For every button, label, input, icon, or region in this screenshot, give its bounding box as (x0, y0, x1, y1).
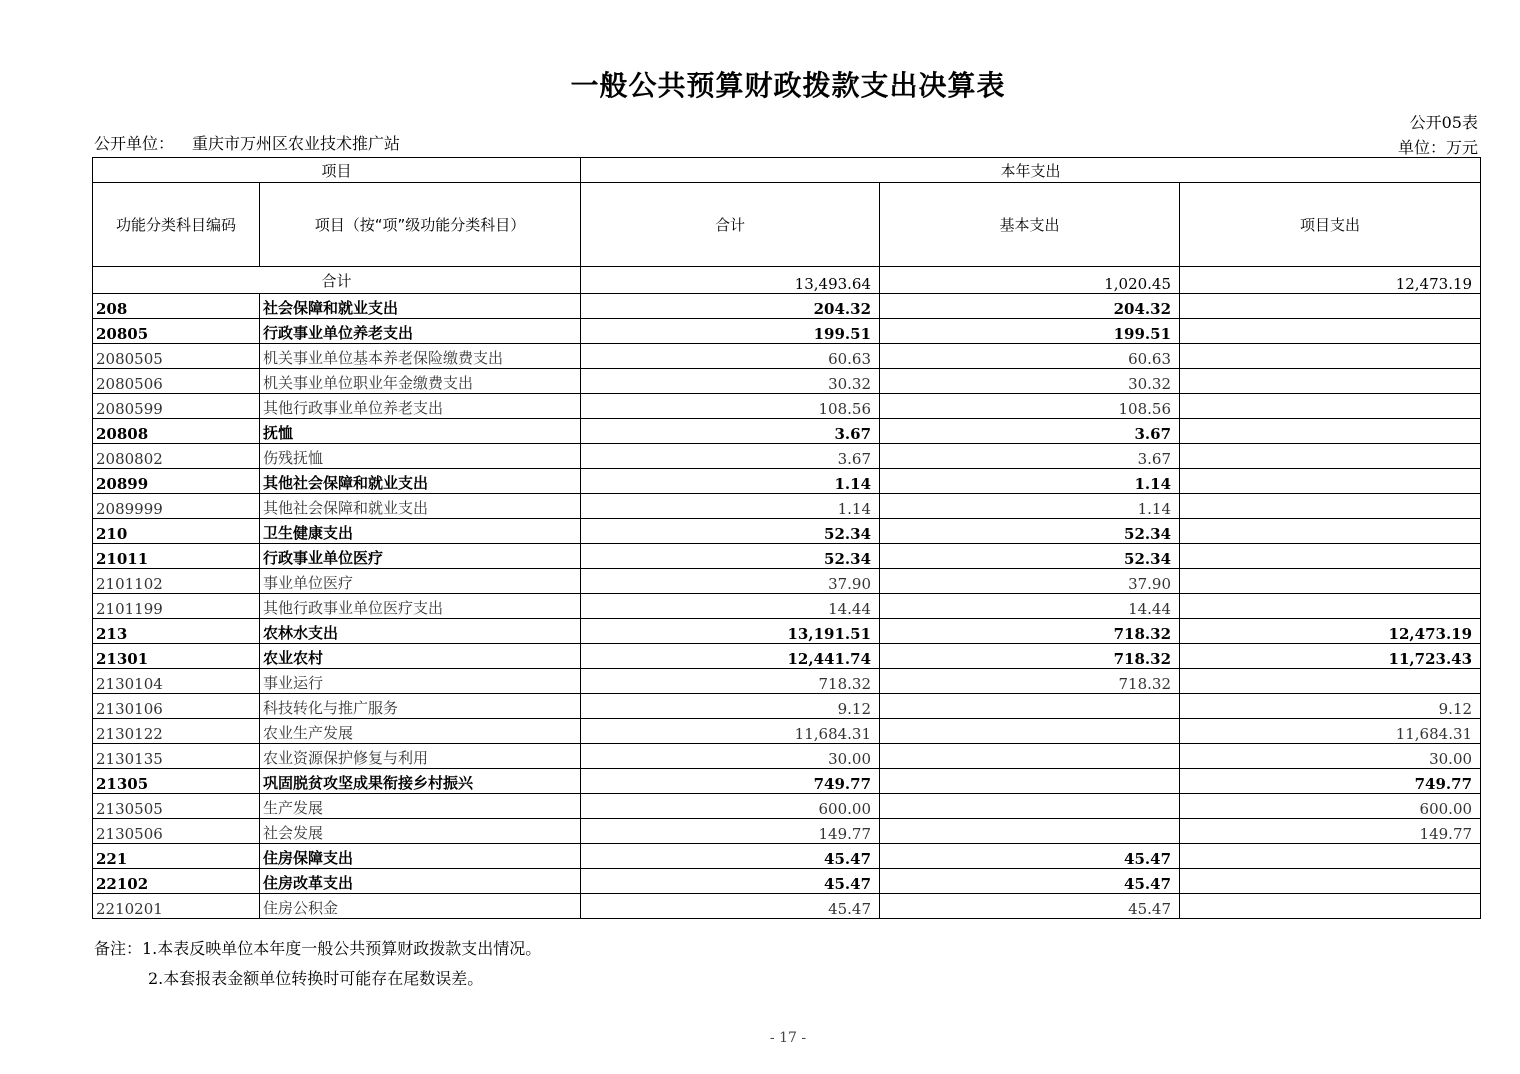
row-code: 210 (93, 519, 260, 544)
row-basic (880, 694, 1180, 719)
table-row (93, 444, 1481, 469)
row-name: 农业农村 (260, 644, 581, 669)
row-basic: 37.90 (880, 569, 1180, 594)
row-project (1180, 344, 1481, 369)
row-total: 718.32 (581, 669, 880, 694)
table-row (93, 694, 1481, 719)
note-1: 备注：1.本表反映单位本年度一般公共预算财政拨款支出情况。 (94, 939, 542, 958)
row-name: 机关事业单位职业年金缴费支出 (260, 369, 581, 394)
row-code: 2130104 (93, 669, 260, 694)
row-code: 2080505 (93, 344, 260, 369)
row-total: 45.47 (581, 844, 880, 869)
row-code: 221 (93, 844, 260, 869)
row-basic: 3.67 (880, 444, 1180, 469)
row-name: 事业运行 (260, 669, 581, 694)
row-basic: 1.14 (880, 469, 1180, 494)
row-basic: 52.34 (880, 544, 1180, 569)
row-code: 2080802 (93, 444, 260, 469)
row-project (1180, 469, 1481, 494)
row-basic: 3.67 (880, 419, 1180, 444)
row-project (1180, 894, 1481, 919)
row-total: 1.14 (581, 469, 880, 494)
row-project: 600.00 (1180, 794, 1481, 819)
row-name: 住房改革支出 (260, 869, 581, 894)
row-basic: 60.63 (880, 344, 1180, 369)
row-name: 事业单位医疗 (260, 569, 581, 594)
row-basic (880, 769, 1180, 794)
row-project (1180, 594, 1481, 619)
total-amount: 13,493.64 (581, 267, 880, 294)
row-total: 149.77 (581, 819, 880, 844)
row-basic: 718.32 (880, 619, 1180, 644)
row-code: 2130506 (93, 819, 260, 844)
table-row (93, 469, 1481, 494)
page-number: - 17 - (769, 1030, 807, 1046)
row-project: 749.77 (1180, 769, 1481, 794)
note-2: 2.本套报表金额单位转换时可能存在尾数误差。 (148, 969, 484, 988)
row-total: 30.00 (581, 744, 880, 769)
row-name: 住房公积金 (260, 894, 581, 919)
row-code: 21301 (93, 644, 260, 669)
row-total: 45.47 (581, 869, 880, 894)
row-basic: 52.34 (880, 519, 1180, 544)
row-basic: 204.32 (880, 294, 1180, 319)
row-project (1180, 869, 1481, 894)
row-total: 9.12 (581, 694, 880, 719)
row-name: 巩固脱贫攻坚成果衔接乡村振兴 (260, 769, 581, 794)
table-row (93, 519, 1481, 544)
row-code: 20808 (93, 419, 260, 444)
table-row (93, 669, 1481, 694)
table-row (93, 544, 1481, 569)
row-name: 科技转化与推广服务 (260, 694, 581, 719)
row-code: 2130135 (93, 744, 260, 769)
row-code: 2101199 (93, 594, 260, 619)
table-row (93, 769, 1481, 794)
row-name: 抚恤 (260, 419, 581, 444)
organization-line (94, 131, 400, 154)
row-name: 农林水支出 (260, 619, 581, 644)
row-project (1180, 419, 1481, 444)
table-row (93, 744, 1481, 769)
row-code: 20899 (93, 469, 260, 494)
organization-name: 重庆市万州区农业技术推广站 (192, 134, 401, 153)
table-body (93, 267, 1481, 919)
group-header-current-year: 本年支出 (581, 158, 1481, 183)
total-basic: 1,020.45 (880, 267, 1180, 294)
table-row (93, 344, 1481, 369)
row-project (1180, 519, 1481, 544)
row-code: 208 (93, 294, 260, 319)
row-total: 45.47 (581, 894, 880, 919)
row-code: 22102 (93, 869, 260, 894)
row-total: 204.32 (581, 294, 880, 319)
row-project (1180, 319, 1481, 344)
column-header-name: 项目（按“项”级功能分类科目） (260, 183, 581, 267)
row-project (1180, 444, 1481, 469)
row-project: 149.77 (1180, 819, 1481, 844)
row-basic: 199.51 (880, 319, 1180, 344)
row-total: 11,684.31 (581, 719, 880, 744)
row-project (1180, 494, 1481, 519)
row-name: 住房保障支出 (260, 844, 581, 869)
row-total: 600.00 (581, 794, 880, 819)
row-name: 农业资源保护修复与利用 (260, 744, 581, 769)
row-total: 12,441.74 (581, 644, 880, 669)
row-name: 其他社会保障和就业支出 (260, 469, 581, 494)
row-total: 37.90 (581, 569, 880, 594)
row-name: 生产发展 (260, 794, 581, 819)
row-project: 12,473.19 (1180, 619, 1481, 644)
row-code: 21011 (93, 544, 260, 569)
table-row (93, 819, 1481, 844)
row-code: 2210201 (93, 894, 260, 919)
row-name: 农业生产发展 (260, 719, 581, 744)
row-basic (880, 744, 1180, 769)
total-label: 合计 (93, 267, 581, 294)
row-code: 2080506 (93, 369, 260, 394)
table-row (93, 644, 1481, 669)
table-row (93, 369, 1481, 394)
row-basic (880, 794, 1180, 819)
row-total: 30.32 (581, 369, 880, 394)
row-project (1180, 569, 1481, 594)
row-basic: 718.32 (880, 644, 1180, 669)
row-project (1180, 369, 1481, 394)
table-row (93, 869, 1481, 894)
row-name: 伤残抚恤 (260, 444, 581, 469)
table-row (93, 844, 1481, 869)
total-project: 12,473.19 (1180, 267, 1481, 294)
row-total: 60.63 (581, 344, 880, 369)
row-project: 9.12 (1180, 694, 1481, 719)
row-name: 社会保障和就业支出 (260, 294, 581, 319)
expenditure-table (92, 157, 1481, 919)
row-code: 21305 (93, 769, 260, 794)
row-name: 其他社会保障和就业支出 (260, 494, 581, 519)
row-total: 3.67 (581, 444, 880, 469)
row-project (1180, 544, 1481, 569)
row-code: 2101102 (93, 569, 260, 594)
page-title: 一般公共预算财政拨款支出决算表 (570, 69, 1006, 102)
row-basic: 45.47 (880, 869, 1180, 894)
row-basic: 45.47 (880, 844, 1180, 869)
row-name: 机关事业单位基本养老保险缴费支出 (260, 344, 581, 369)
unit-label: 单位：万元 (1397, 138, 1478, 157)
row-code: 2089999 (93, 494, 260, 519)
row-code: 213 (93, 619, 260, 644)
row-total: 749.77 (581, 769, 880, 794)
row-code: 2130505 (93, 794, 260, 819)
row-code: 2130106 (93, 694, 260, 719)
table-row (93, 419, 1481, 444)
row-name: 其他行政事业单位医疗支出 (260, 594, 581, 619)
row-total: 52.34 (581, 519, 880, 544)
row-project (1180, 294, 1481, 319)
column-header-project: 项目支出 (1180, 183, 1481, 267)
row-basic: 1.14 (880, 494, 1180, 519)
row-total: 14.44 (581, 594, 880, 619)
row-project: 30.00 (1180, 744, 1481, 769)
row-project: 11,723.43 (1180, 644, 1481, 669)
row-total: 13,191.51 (581, 619, 880, 644)
total-row (93, 267, 1481, 294)
form-number: 公开05表 (1409, 113, 1478, 132)
row-basic (880, 719, 1180, 744)
row-total: 1.14 (581, 494, 880, 519)
table-row (93, 494, 1481, 519)
table-row (93, 894, 1481, 919)
row-code: 2130122 (93, 719, 260, 744)
row-name: 行政事业单位医疗 (260, 544, 581, 569)
row-total: 108.56 (581, 394, 880, 419)
row-basic: 14.44 (880, 594, 1180, 619)
row-total: 52.34 (581, 544, 880, 569)
column-header-code: 功能分类科目编码 (93, 183, 260, 267)
table-row (93, 394, 1481, 419)
row-name: 其他行政事业单位养老支出 (260, 394, 581, 419)
row-name: 社会发展 (260, 819, 581, 844)
group-header-project: 项目 (93, 158, 581, 183)
row-name: 卫生健康支出 (260, 519, 581, 544)
row-basic (880, 819, 1180, 844)
table-row (93, 619, 1481, 644)
column-header-total: 合计 (581, 183, 880, 267)
row-project (1180, 669, 1481, 694)
row-basic: 45.47 (880, 894, 1180, 919)
row-total: 3.67 (581, 419, 880, 444)
row-basic: 108.56 (880, 394, 1180, 419)
column-header-basic: 基本支出 (880, 183, 1180, 267)
table-row (93, 594, 1481, 619)
table-row (93, 294, 1481, 319)
row-total: 199.51 (581, 319, 880, 344)
row-project: 11,684.31 (1180, 719, 1481, 744)
row-code: 20805 (93, 319, 260, 344)
table-row (93, 794, 1481, 819)
row-code: 2080599 (93, 394, 260, 419)
table-row (93, 319, 1481, 344)
organization-label: 公开单位： (94, 134, 175, 153)
row-project (1180, 844, 1481, 869)
table-row (93, 719, 1481, 744)
table-row (93, 569, 1481, 594)
row-project (1180, 394, 1481, 419)
row-basic: 718.32 (880, 669, 1180, 694)
row-name: 行政事业单位养老支出 (260, 319, 581, 344)
row-basic: 30.32 (880, 369, 1180, 394)
